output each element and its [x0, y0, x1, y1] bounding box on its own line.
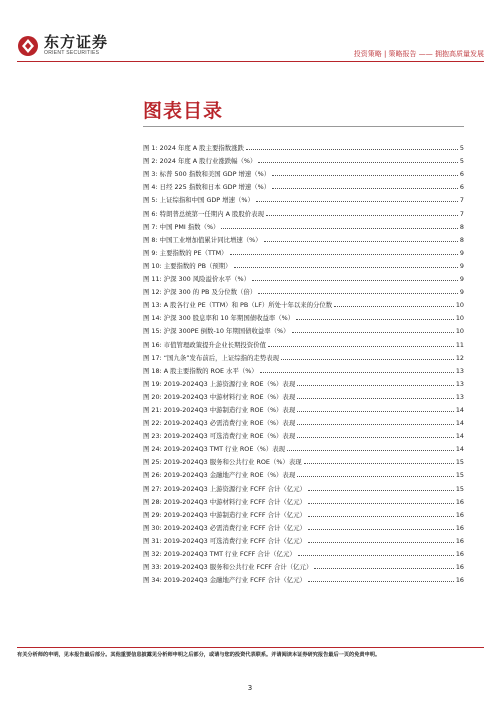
- toc-entry[interactable]: [143, 362, 464, 375]
- toc-entry-page: 16: [455, 536, 464, 545]
- toc-entry-label: 图 4: 日经 225 指数和日本 GDP 增速（%）: [143, 183, 271, 192]
- toc-entry[interactable]: [143, 178, 464, 191]
- toc-entry-label: 图 29: 2019-2024Q3 中游制造行业 FCFF 合计（亿元）: [143, 510, 306, 519]
- toc-entry-label: 图 34: 2019-2024Q3 金融地产行业 FCFF 合计（亿元）: [143, 576, 306, 585]
- toc-dot-leader: [297, 436, 454, 438]
- toc-entry-label: 图 6: 特朗普总统第一任期内 A 股股价表现: [143, 209, 264, 218]
- toc-dot-leader: [308, 502, 454, 504]
- toc-entry[interactable]: [143, 558, 464, 571]
- toc-dot-leader: [297, 410, 454, 412]
- toc-entry-page: 14: [455, 405, 464, 414]
- toc-entry-label: 图 27: 2019-2024Q3 上游资源行业 FCFF 合计（亿元）: [143, 484, 306, 493]
- toc-entry-label: 图 33: 2019-2024Q3 服务和公共行业 FCFF 合计（亿元）: [143, 563, 313, 572]
- toc-dot-leader: [308, 580, 454, 582]
- toc-dot-leader: [264, 240, 458, 242]
- toc-entry-page: 16: [455, 497, 464, 506]
- toc-entry-label: 图 20: 2019-2024Q3 中游材料行业 ROE（%）表现: [143, 392, 296, 401]
- toc-entry-page: 5: [459, 157, 464, 166]
- toc-dot-leader: [221, 227, 458, 229]
- toc-entry-page: 15: [455, 484, 464, 493]
- toc-dot-leader: [246, 148, 458, 150]
- toc-entry-page: 9: [459, 288, 464, 297]
- toc-entry-page: 12: [455, 353, 464, 362]
- toc-dot-leader: [308, 528, 454, 530]
- company-logo: [17, 34, 108, 57]
- toc-dot-leader: [258, 161, 458, 163]
- toc-dot-leader: [308, 515, 454, 517]
- toc-entry[interactable]: [143, 309, 464, 322]
- toc-dot-leader: [297, 475, 454, 477]
- toc-dot-leader: [297, 397, 454, 399]
- toc-entry[interactable]: [143, 152, 464, 165]
- toc-dot-leader: [308, 541, 454, 543]
- logo-name-cn: 东方证券: [44, 33, 109, 51]
- toc-entry-page: 16: [455, 523, 464, 532]
- toc-entry[interactable]: [143, 493, 464, 506]
- toc-dot-leader: [292, 331, 454, 333]
- toc-entry-label: 图 7: 中国 PMI 指数（%）: [143, 222, 220, 231]
- toc-entry[interactable]: [143, 244, 464, 257]
- toc-entry[interactable]: [143, 571, 464, 584]
- toc-entry[interactable]: [143, 204, 464, 217]
- toc-dot-leader: [272, 187, 458, 189]
- title-divider: [143, 126, 464, 127]
- toc-entry-label: 图 5: 上证综指和中国 GDP 增速（%）: [143, 196, 254, 205]
- toc-entry[interactable]: [143, 545, 464, 558]
- toc-entry-label: 图 16: 市值管理政策提升企业长期投资价值: [143, 340, 266, 349]
- toc-entry-label: 图 18: A 股主要指数的 ROE 水平（%）: [143, 366, 258, 375]
- toc-entry-label: 图 30: 2019-2024Q3 必需消费行业 FCFF 合计（亿元）: [143, 523, 306, 532]
- toc-entry[interactable]: [143, 191, 464, 204]
- toc-dot-leader: [297, 384, 454, 386]
- toc-dot-leader: [297, 423, 454, 425]
- toc-entry[interactable]: [143, 349, 464, 362]
- toc-entry[interactable]: [143, 453, 464, 466]
- toc-entry[interactable]: [143, 388, 464, 401]
- toc-dot-leader: [256, 200, 458, 202]
- toc-entry-label: 图 2: 2024 年度 A 股行业涨跌幅（%）: [143, 157, 257, 166]
- toc-entry[interactable]: [143, 440, 464, 453]
- toc-entry-page: 10: [455, 301, 464, 310]
- toc-entry-page: 8: [459, 235, 464, 244]
- toc-entry-label: 图 31: 2019-2024Q3 可选消费行业 FCFF 合计（亿元）: [143, 536, 306, 545]
- toc-entry-label: 图 9: 主要指数的 PE（TTM）: [143, 248, 228, 257]
- toc-entry-page: 9: [459, 261, 464, 270]
- toc-entry-label: 图 14: 沪深 300 股息率和 10 年期国债收益率（%）: [143, 314, 295, 323]
- toc-entry-label: 图 19: 2019-2024Q3 上游资源行业 ROE（%）表现: [143, 379, 296, 388]
- toc-entry[interactable]: [143, 165, 464, 178]
- toc-entry-page: 16: [455, 550, 464, 558]
- toc-entry-label: 图 12: 沪深 300 的 PB 及分位数（倍）: [143, 288, 257, 297]
- toc-dot-leader: [298, 554, 454, 556]
- toc-dot-leader: [308, 489, 454, 491]
- toc-entry-page: 10: [455, 314, 464, 323]
- toc-entry[interactable]: [143, 414, 464, 427]
- toc-entry-page: 13: [455, 392, 464, 401]
- toc-entry[interactable]: [143, 218, 464, 231]
- toc-entry-label: 图 28: 2019-2024Q3 中游材料行业 FCFF 合计（亿元）: [143, 497, 306, 506]
- toc-entry-page: 11: [455, 340, 464, 349]
- toc-dot-leader: [258, 292, 458, 294]
- toc-entry-page: 14: [455, 419, 464, 428]
- toc-dot-leader: [266, 214, 458, 216]
- toc-entry-page: 6: [459, 170, 464, 179]
- toc-entry-label: 图 25: 2019-2024Q3 服务和公共行业 ROE（%）表现: [143, 458, 302, 467]
- toc-entry-page: 16: [455, 563, 464, 572]
- toc-entry-label: 图 17: “国九条”发布前后，上证综指的走势表现: [143, 353, 279, 362]
- toc-entry-page: 13: [455, 366, 464, 375]
- toc-entry-label: 图 11: 沪深 300 风险溢价水平（%）: [143, 275, 250, 284]
- toc-entry[interactable]: [143, 296, 464, 309]
- toc-entry-page: 6: [459, 183, 464, 192]
- toc-entry-page: 16: [455, 576, 464, 585]
- toc-entry-page: 15: [455, 471, 464, 480]
- toc-entry-page: 9: [459, 248, 464, 257]
- toc-dot-leader: [230, 253, 458, 255]
- page-title: 图表目录: [143, 100, 224, 122]
- toc-entry[interactable]: [143, 283, 464, 296]
- toc-entry-page: 16: [455, 510, 464, 519]
- toc-entry-label: 图 24: 2019-2024Q3 TMT 行业 ROE（%）表现: [143, 445, 286, 454]
- toc-entry-page: 13: [455, 379, 464, 388]
- toc-entry-label: 图 8: 中国工业增加值累计同比增速（%）: [143, 235, 262, 244]
- toc-entry-page: 10: [455, 327, 464, 336]
- logo-mark-icon: [17, 35, 39, 57]
- toc-entry-page: 14: [455, 445, 464, 454]
- toc-entry-page: 15: [455, 458, 464, 467]
- toc-dot-leader: [304, 462, 454, 464]
- toc-entry[interactable]: [143, 506, 464, 519]
- toc-entry-label: 图 23: 2019-2024Q3 可选消费行业 ROE（%）表现: [143, 432, 296, 441]
- toc-entry-page: 7: [459, 196, 464, 205]
- table-of-figures: [143, 139, 464, 584]
- toc-dot-leader: [314, 567, 454, 569]
- toc-dot-leader: [272, 174, 458, 176]
- report-category-tag: 投资策略 | 策略报告 —— 拥抱高质量发展: [353, 50, 484, 58]
- toc-dot-leader: [296, 318, 454, 320]
- toc-entry-label: 图 13: A 股各行业 PE（TTM）和 PB（LF）所处十年以来的分位数: [143, 301, 333, 310]
- toc-dot-leader: [281, 358, 454, 360]
- toc-entry-page: 14: [455, 432, 464, 441]
- toc-entry-label: 图 21: 2019-2024Q3 中游制造行业 ROE（%）表现: [143, 405, 296, 414]
- toc-entry-page: 7: [459, 209, 464, 218]
- toc-entry-label: 图 1: 2024 年度 A 股主要指数涨跌: [143, 144, 244, 153]
- toc-entry[interactable]: [143, 519, 464, 532]
- toc-entry[interactable]: [143, 335, 464, 348]
- toc-entry-label: 图 32: 2019-2024Q3 TMT 行业 FCFF 合计（亿元）: [143, 550, 296, 558]
- toc-entry[interactable]: [143, 270, 464, 283]
- page-number: 3: [247, 684, 253, 692]
- toc-entry-page: 5: [459, 144, 464, 153]
- logo-name-en: ORIENT SECURITIES: [44, 50, 100, 56]
- toc-dot-leader: [268, 345, 454, 347]
- toc-dot-leader: [252, 279, 458, 281]
- footer-divider: [17, 647, 484, 648]
- toc-dot-leader: [334, 305, 454, 307]
- toc-dot-leader: [260, 371, 454, 373]
- toc-entry[interactable]: [143, 532, 464, 545]
- toc-entry[interactable]: [143, 139, 464, 152]
- toc-entry-label: 图 3: 标普 500 指数和美国 GDP 增速（%）: [143, 170, 271, 179]
- toc-entry[interactable]: [143, 231, 464, 244]
- page-header: [0, 0, 500, 70]
- toc-entry[interactable]: [143, 479, 464, 492]
- toc-entry[interactable]: [143, 322, 464, 335]
- toc-entry[interactable]: [143, 401, 464, 414]
- header-divider: [17, 61, 484, 62]
- toc-entry[interactable]: [143, 466, 464, 479]
- toc-dot-leader: [234, 266, 458, 268]
- toc-entry[interactable]: [143, 427, 464, 440]
- toc-entry-page: 8: [459, 222, 464, 231]
- disclaimer-text: 有关分析师的申明，见本报告最后部分。其他重要信息披露见分析师申明之后部分，或请与您的投资代表联系。并请阅读本证券研究报告最后一页的免责申明。: [17, 652, 381, 658]
- toc-entry[interactable]: [143, 375, 464, 388]
- toc-entry-label: 图 26: 2019-2024Q3 金融地产行业 ROE（%）表现: [143, 471, 296, 480]
- toc-entry-label: 图 10: 主要指数的 PB（预期）: [143, 261, 232, 270]
- toc-entry[interactable]: [143, 257, 464, 270]
- toc-entry-label: 图 22: 2019-2024Q3 必需消费行业 ROE（%）表现: [143, 419, 296, 428]
- toc-dot-leader: [287, 449, 454, 451]
- toc-entry-page: 9: [459, 275, 464, 284]
- toc-entry-label: 图 15: 沪深 300PE 倒数-10 年期国债收益率（%）: [143, 327, 290, 336]
